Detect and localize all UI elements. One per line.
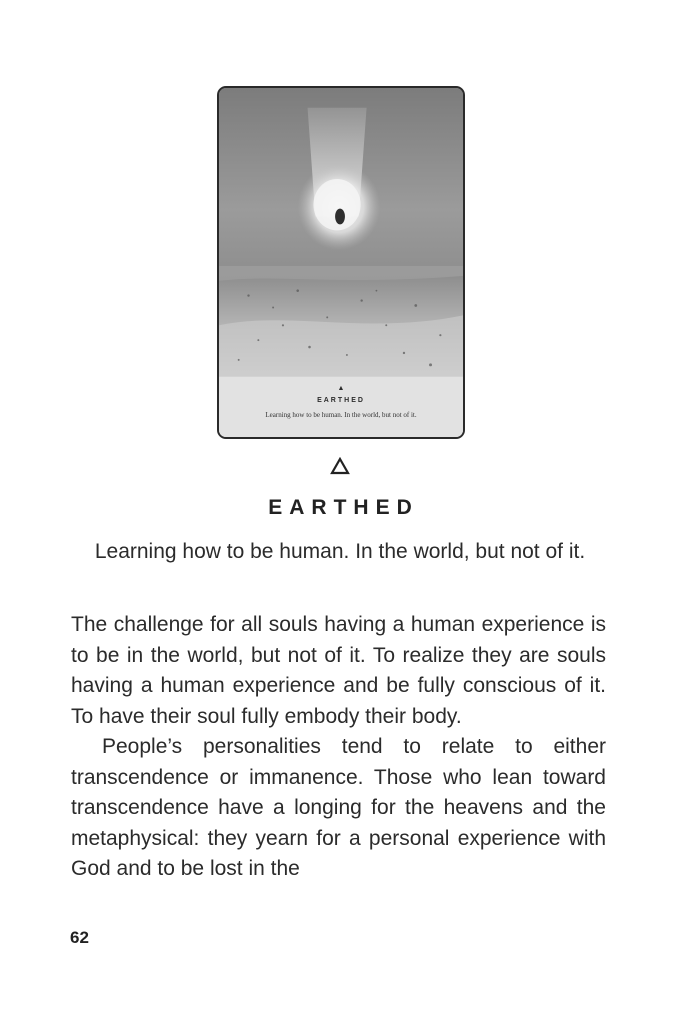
body-text [71, 610, 606, 885]
card-subtitle: Learning how to be human. In the world, but not of it. [265, 411, 417, 419]
card-caption [219, 377, 463, 437]
chapter-title: EARTHED [268, 496, 419, 519]
oracle-card-image [217, 86, 465, 439]
triangle-outline-icon [0, 457, 680, 479]
body-paragraph: The challenge for all souls having a human experience is to be in the world, but not of it. To realize they are souls having a human experience and be fully conscious of it. To have their soul fully embody their body. [71, 613, 606, 728]
body-paragraph: People’s personalities tend to relate to either transcendence or immanence. Those who lean toward transcendence have a longing for the heavens and the metaphysical: they yearn for a personal experience with God and to be lost in the [71, 735, 606, 880]
chapter-subtitle: Learning how to be human. In the world, but not of it. [94, 540, 586, 563]
page-number: 62 [70, 928, 89, 947]
card-title: EARTHED [317, 397, 365, 404]
card-triangle-icon: ▲ [337, 385, 345, 392]
